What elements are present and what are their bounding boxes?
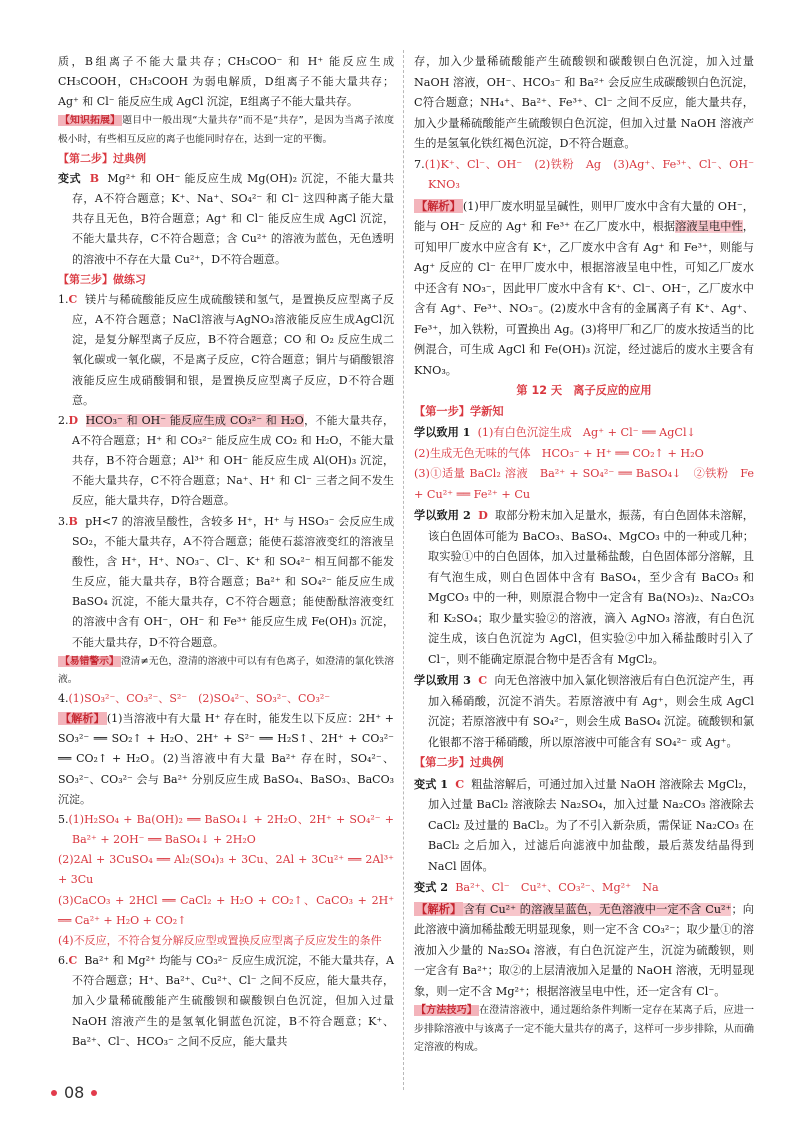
answer-text: Ba²⁺ 和 Mg²⁺ 均能与 CO₃²⁻ 反应生成沉淀，不能大量共存，A不符合题意；H⁺、Ba²⁺、Cu²⁺、Cl⁻ 之间不反应，能大量共存，加入少量稀硫酸能产生硫酸钡和碳酸钡白色沉淀，但加入过量 NaOH 溶液产生的是氢氧化铜蓝色沉淀，B不符合题意；K⁺、Ba²⁺、Cl⁻、HCO₃⁻ 之间不反应，能大量共	[72, 954, 394, 1048]
answer-text: 镁片与稀硫酸能反应生成硫酸镁和氢气，是置换反应型离子反应，A不符合题意；NaCl溶液与AgNO₃溶液能反应生成AgCl沉淀，是复分解型离子反应，B不符合题意；CO 和 O₂ 反应生成二氧化碳或一氧化碳，不是离子反应，C符合题意；铜片与硝酸银溶液能反应生成硝酸铜和银，是置换反应型离子反应，D不符合题意。	[72, 292, 394, 407]
question-number: 3.	[58, 514, 69, 528]
analysis-label: 【解析】	[416, 901, 462, 916]
answer-choice: C	[478, 673, 488, 687]
practice-label: 学以致用 1	[414, 425, 471, 439]
practice-text: 取部分粉末加入足量水，振荡，有白色固体未溶解，该白色固体可能为 BaCO₃、BaSO₄、MgCO₃ 中的一种或几种；取实验①中的白色固体，加入过量稀盐酸，白色固体部分溶解，且有气泡生成，则白色固体中含有 BaSO₄，至少含有 BaCO₃ 和 MgCO₃ 中的一种，则原混合物中一定含有 Ba(NO₃)₂、Na₂CO₃ 和 K₂SO₄；取少量实验②的溶液，滴入 AgNO₃ 溶液，有白色沉淀生成，该白色沉淀为 AgCl，但实验②中加入稀盐酸时引入了 Cl⁻，则不能确定原混合物中是否含有 MgCl₂。	[428, 509, 754, 666]
step3-heading: 【第三步】做练习	[58, 272, 146, 286]
answer-choice: C	[68, 292, 78, 306]
answer-choice: B	[68, 514, 78, 528]
practice-label: 学以致用 3	[414, 673, 471, 687]
answer-text: pH<7 的溶液呈酸性，含较多 H⁺，H⁺ 与 HSO₃⁻ 会反应生成 SO₂，不能大量共存，A不符合题意；能使石蕊溶液变红的溶液呈酸性，含 H⁺，H⁺、NO₃⁻、Cl⁻、K⁺ 和 SO₄²⁻ 相互间都不能发生反应，能大量共存，B符合题意；Ba²⁺ 和 SO₄²⁻ 能反应生成 BaSO₄ 沉淀，不能大量共存，C不符合题意；能使酚酞溶液变红的溶液中含有 OH⁻，OH⁻ 和 Fe³⁺ 能反应生成 Fe(OH)₃ 沉淀，不能大量共存，D不符合题意。	[72, 514, 394, 649]
knowledge-tip	[58, 112, 394, 148]
answer-3	[58, 512, 394, 653]
answer-1	[58, 290, 394, 411]
analysis-4	[58, 709, 394, 810]
equation-3: (3)CaCO₃ + 2HCl ══ CaCl₂ + H₂O + CO₂↑、CaCO₃ + 2H⁺ ══ Ca²⁺ + H₂O + CO₂↑	[58, 893, 394, 927]
method-tip	[414, 1002, 754, 1058]
analysis-label: 【解析】	[60, 712, 105, 726]
answer-choice: C	[68, 954, 78, 968]
equation-4: (4)不反应，不符合复分解反应型或置换反应型离子反应发生的条件	[58, 933, 382, 947]
analysis-text: ；向此溶液中滴加稀盐酸无明显现象，则一定不含 CO₃²⁻；取少量①的溶液加入少量的 Na₂SO₄ 溶液，有白色沉淀产生，沉淀为硫酸钡，则一定含有 Ba²⁺；取②的上层清液加入足量的 NaOH 溶液，无明显现象，则一定不含 Mg²⁺；根据溶液呈电中性，还一定含有 Cl⁻。	[414, 902, 754, 998]
tip-text: 澄清≠无色，澄清的溶液中可以有有色离子，如澄清的氯化铁溶液。	[58, 655, 394, 685]
error-warning-tip	[58, 653, 394, 689]
practice-1-line-2: (2)生成无色无味的气体 HCO₃⁻ + H⁺ ══ CO₂↑ + H₂O	[414, 446, 704, 460]
variant-label: 变式 2	[414, 880, 449, 894]
answer-text: ，不能大量共存，A不符合题意；H⁺ 和 CO₃²⁻ 能反应生成 CO₂ 和 H₂O，不能大量共存，B不符合题意；Al³⁺ 和 OH⁻ 能反应生成 Al(OH)₃ 沉淀，不能大量共存，C不符合题意；Na⁺、H⁺ 和 Cl⁻ 三者之间不发生反应，能大量共存，D符合题意。	[72, 413, 395, 508]
question-number: 5.	[58, 812, 69, 826]
variant-1	[414, 774, 754, 878]
practice-1	[414, 422, 754, 444]
paragraph-continued: 质，B组离子不能大量共存；CH₃COO⁻ 和 H⁺ 能反应生成 CH₃COOH，CH₃COOH 为弱电解质，D组离子不能大量共存；Ag⁺ 和 Cl⁻ 能反应生成 AgCl 沉淀，E组离子不能大量共存。	[58, 55, 394, 109]
answer-2	[58, 411, 394, 512]
highlighted-text: 含有 Cu²⁺ 的溶液呈蓝色，无色溶液中一定不含 Cu²⁺	[463, 902, 732, 916]
practice-label: 学以致用 2	[414, 508, 471, 522]
answer-5	[58, 810, 394, 850]
answer-choice: Ba²⁺、Cl⁻ Cu²⁺、CO₃²⁻、Mg²⁺ Na	[455, 881, 659, 894]
highlighted-text: 溶液呈电中性	[675, 220, 743, 233]
answer-6	[58, 951, 394, 1052]
practice-1-line-3: (3)①适量 BaCl₂ 溶液 Ba²⁺ + SO₄²⁻ ══ BaSO₄↓ ②铁粉 Fe + Cu²⁺ ══ Fe²⁺ + Cu	[414, 467, 754, 501]
variant-label: 变式 1	[414, 776, 449, 791]
analysis-text: (1)甲厂废水明显呈碱性，则甲厂废水中含有大量的 OH⁻，能与 OH⁻ 反应的 Ag⁺ 和 Fe³⁺ 在乙厂废水中，根据	[414, 199, 754, 233]
tip-text: 题目中一般出现“大量共存”而不是“共存”，是因为当离子浓度极小时，有些相互反应的离子也能同时存在，达到一定的平衡。	[58, 115, 395, 145]
analysis-text: (1)当溶液中有大量 H⁺ 存在时，能发生以下反应：2H⁺ + SO₃²⁻ ══ SO₂↑ + H₂O、2H⁺ + S²⁻ ══ H₂S↑、2H⁺ + CO₃²⁻ ══ CO₂↑ + H₂O。(2)当溶液中有大量 Ba²⁺ 存在时，SO₄²⁻、SO₃²⁻、CO₃²⁻ 会与 Ba²⁺ 分别反应生成 BaSO₄、BaSO₃、BaCO₃ 沉淀。	[58, 712, 394, 806]
footer-dot-icon	[51, 1090, 57, 1096]
tip-label: 【易错警示】	[60, 655, 119, 667]
step2-heading: 【第二步】过典例	[58, 151, 146, 165]
variant-text: 粗盐溶解后，可通过加入过量 NaOH 溶液除去 MgCl₂，加入过量 BaCl₂ 溶液除去 Na₂SO₄，加入过量 Na₂CO₃ 溶液除去 CaCl₂ 及过量的 BaCl₂。为了不引入新杂质，需保证 Na₂CO₃ 在 BaCl₂ 之后加入，过滤后向滤液中加盐酸，最后蒸发结晶得到 NaCl 固体。	[428, 777, 754, 873]
analysis-text: ，可知甲厂废水中应含有 K⁺，乙厂废水中含有 Ag⁺ 和 Fe³⁺，则能与 Ag⁺ 反应的 Cl⁻ 在甲厂废水中，根据溶液呈电中性，可知乙厂废水中还含有 NO₃⁻，因此甲厂废水中含有 K⁺、Cl⁻、OH⁻，乙厂废水中含有 Ag⁺、Fe³⁺、NO₃⁻。(2)废水中含有的金属离子有 K⁺、Ag⁺、Fe³⁺，加入铁粉，可置换出 Ag。(3)将甲厂和乙厂的废水按适当的比例混合，可生成 AgCl 和 Fe(OH)₃ 沉淀，经过滤后的废水主要含有 KNO₃。	[414, 220, 754, 377]
step2-heading-right: 【第二步】过典例	[414, 756, 504, 769]
answer-choice: D	[68, 413, 79, 427]
question-number: 1.	[58, 292, 69, 306]
highlighted-text: HCO₃⁻ 和 OH⁻ 能反应生成 CO₃²⁻ 和 H₂O	[85, 413, 304, 427]
question-number: 2.	[58, 413, 69, 427]
answer-6-continued: 存，加入少量稀硫酸能产生硫酸钡和碳酸钡白色沉淀，加入过量 NaOH 溶液，OH⁻、HCO₃⁻ 和 Ba²⁺ 会反应生成碳酸钡白色沉淀，C符合题意；NH₄⁺、Ba²⁺、Fe³⁺、Cl⁻ 之间不反应，能大量共存，加入少量稀硫酸能产生硫酸钡白色沉淀，但加入过量 NaOH 溶液产生的是氢氧化铁红褐色沉淀，D不符合题意。	[414, 55, 754, 150]
analysis-7	[414, 196, 754, 382]
variant-label: 变式	[58, 171, 82, 185]
right-column	[414, 52, 766, 1058]
variant-text: Mg²⁺ 和 OH⁻ 能反应生成 Mg(OH)₂ 沉淀，不能大量共存，A不符合题意；K⁺、Na⁺、SO₄²⁻ 和 Cl⁻ 这四种离子能大量共存且无色，B符合题意；Ag⁺ 和 Cl⁻ 能反应生成 AgCl 沉淀，不能大量共存，C不符合题意；含 Cu²⁺ 的溶液为蓝色，无色透明的溶液中不存在大量 Cu²⁺，D不符合题意。	[72, 171, 395, 266]
tip-label: 【方法技巧】	[416, 1005, 478, 1016]
question-number: 4.	[58, 692, 69, 705]
answer-choice: (1)K⁺、Cl⁻、OH⁻ (2)铁粉 Ag (3)Ag⁺、Fe³⁺、Cl⁻、OH⁻ KNO₃	[424, 157, 766, 191]
equation-2: (2)2Al + 3CuSO₄ ══ Al₂(SO₄)₃ + 3Cu、2Al + 3Cu²⁺ ══ 2Al³⁺ + 3Cu	[58, 853, 394, 887]
question-number: 6.	[58, 954, 69, 968]
footer-dot-icon	[91, 1090, 97, 1096]
variant-2	[414, 877, 754, 899]
practice-answer: (1)有白色沉淀生成 Ag⁺ + Cl⁻ ══ AgCl↓	[477, 426, 696, 439]
practice-text: 向无色溶液中加入氯化钡溶液后有白色沉淀产生，再加入稀硝酸，沉淀不消失。若原溶液中有 Ag⁺，则会生成 AgCl 沉淀；若原溶液中有 SO₄²⁻，则会生成 BaSO₄ 沉淀。硫酸钡和氯化银都不溶于稀硝酸，所以原溶液中可能含有 SO₄²⁻ 或 Ag⁺。	[428, 674, 754, 749]
analysis-variant-2	[414, 899, 754, 1003]
tip-label: 【知识拓展】	[60, 115, 121, 127]
step1-heading: 【第一步】学新知	[414, 404, 504, 418]
answer-choice: C	[455, 776, 465, 791]
tip-text: 在澄清溶液中，通过题给条件判断一定存在某离子后，应进一步排除溶液中与该离子一定不能大量共存的离子，这样可一步步排除，从而确定溶液的构成。	[414, 1005, 754, 1053]
column-divider	[403, 50, 404, 1090]
answer-7	[414, 155, 766, 196]
day-title: 第 12 天 离子反应的应用	[516, 384, 652, 397]
page-footer	[44, 1083, 104, 1102]
analysis-label: 【解析】	[416, 198, 461, 213]
practice-2	[414, 505, 754, 670]
equation-1: (1)H₂SO₄ + Ba(OH)₂ ══ BaSO₄↓ + 2H₂O、2H⁺ + SO₄²⁻ + Ba²⁺ + 2OH⁻ ══ BaSO₄↓ + 2H₂O	[68, 812, 394, 847]
answer-choice: D	[478, 508, 488, 522]
page-number: 08	[64, 1083, 85, 1102]
answer-4	[58, 689, 394, 709]
question-number: 7.	[414, 157, 425, 171]
left-column	[58, 52, 394, 1052]
variant-answer	[58, 169, 394, 270]
practice-3	[414, 670, 754, 753]
answer-choice: (1)SO₃²⁻、CO₃²⁻、S²⁻ (2)SO₄²⁻、SO₃²⁻、CO₃²⁻	[68, 692, 331, 705]
variant-choice: B	[89, 171, 100, 185]
